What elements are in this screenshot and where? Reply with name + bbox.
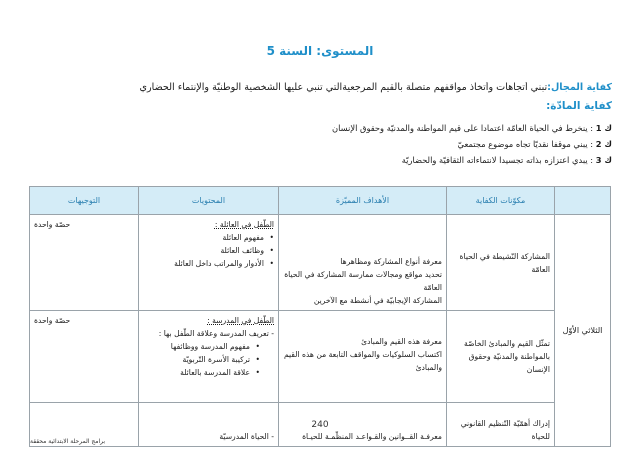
component-cell: تمثّل القيم والمبادئ الخاصّة بالمواطنة والمدنيّة وحقوق الإنسان <box>447 311 555 403</box>
guideline-text: حصّة واحدة <box>34 220 71 229</box>
domain-competence <box>22 82 612 93</box>
objective-line: تحديد مواقع ومجالات ممارسة المشاركة في الحياة العامّة <box>284 270 442 292</box>
guideline-cell <box>30 311 139 403</box>
domain-competence-text: تبني أتجاهات وأتخاذ مواقفهم متصلة بالقيم المرجعيةالتي تنبي عليها الشخصية الوطنيّة والإنتماء الحضاري <box>139 82 548 93</box>
objective-line: اكتساب السلوكيات والمواقف التابعة من هذه القيم والمبادئ <box>283 350 442 372</box>
objectives-cell <box>279 215 447 311</box>
header-contents: المحتويات <box>139 187 279 215</box>
competence-item-3 <box>132 152 612 168</box>
header-term <box>555 187 611 215</box>
guideline-text: حصّة واحدة <box>34 316 71 325</box>
footer-note: برامج المرحلة الابتدائية محققة <box>30 438 106 445</box>
competence-item-2 <box>132 136 612 152</box>
table-row <box>30 311 611 403</box>
list-item: • مفهوم المدرسة ووظائفها <box>143 340 260 353</box>
contents-title: الطّفل في العائلة : <box>214 220 274 229</box>
objective-line: معرفـة القــوانين والقـواعـد المنظّمـة للحيـاة <box>302 432 442 441</box>
competence-text: : يبني موقفا نقديّا تجاه موضوع مجتمعيّ <box>457 139 594 149</box>
term-cell: الثلاثي الأوّل <box>555 215 611 447</box>
contents-title: الطّفل في المدرسة : <box>207 316 274 325</box>
contents-title: - الحياة المدرسيّة <box>219 432 274 441</box>
objective-line: معرفة هذه القيم والمبادئ <box>361 337 442 346</box>
objective-line: معرفة أنواع المشاركة ومظاهرها <box>340 257 442 266</box>
contents-cell <box>139 215 279 311</box>
competence-code: ك 1 <box>595 123 612 133</box>
competence-text: : ينخرط في الحياة العامّة اعتمادا على قيم المواطنة والمدنيّة وحقوق الإنسان <box>332 123 594 133</box>
curriculum-table <box>29 186 611 447</box>
contents-cell <box>139 311 279 403</box>
list-item: • الأدوار والمراتب داخل العائلة <box>143 257 274 270</box>
list-item: • تركيبة الأسرة التّربويّة <box>143 353 260 366</box>
contents-list <box>143 231 274 270</box>
table-header-row <box>30 187 611 215</box>
subject-competence-title: كفاية المادّة: <box>546 100 612 112</box>
contents-list <box>143 340 274 379</box>
subject-competence-list <box>132 120 612 168</box>
header-components: مكوّنات الكفاية <box>447 187 555 215</box>
page-number: 240 <box>311 420 329 430</box>
header-objectives: الأهداف المميّزة <box>279 187 447 215</box>
list-item: • وظائف العائلة <box>143 244 274 257</box>
page-level-title: المستوى: السنة 5 <box>266 44 374 58</box>
competence-text: : يبدي اعتزازه بذاته تجسيدا لانتماءاته الثقافيّة والحضاريّة <box>401 155 594 165</box>
component-cell: المشاركة النّشيطة في الحياة العامّة <box>447 215 555 311</box>
contents-subtitle: - تعريف المدرسة وعلاقة الطّفل بها : <box>158 329 274 338</box>
component-cell: إدراك أهمّيّة التّنظيم القانوني للحياة <box>447 403 555 447</box>
list-item: • مفهوم العائلة <box>143 231 274 244</box>
competence-code: ك 3 <box>595 155 612 165</box>
competence-item-1 <box>132 120 612 136</box>
objectives-cell <box>279 311 447 403</box>
objective-line: المشاركة الإيجابيّة في أنشطة مع الآخرين <box>313 296 442 305</box>
domain-competence-label: كفاية المجال: <box>547 82 612 93</box>
guideline-cell <box>30 215 139 311</box>
list-item: • علاقة المدرسة بالعائلة <box>143 366 260 379</box>
header-guidelines: التوجيهات <box>30 187 139 215</box>
competence-code: ك 2 <box>595 139 612 149</box>
table-row <box>30 215 611 311</box>
